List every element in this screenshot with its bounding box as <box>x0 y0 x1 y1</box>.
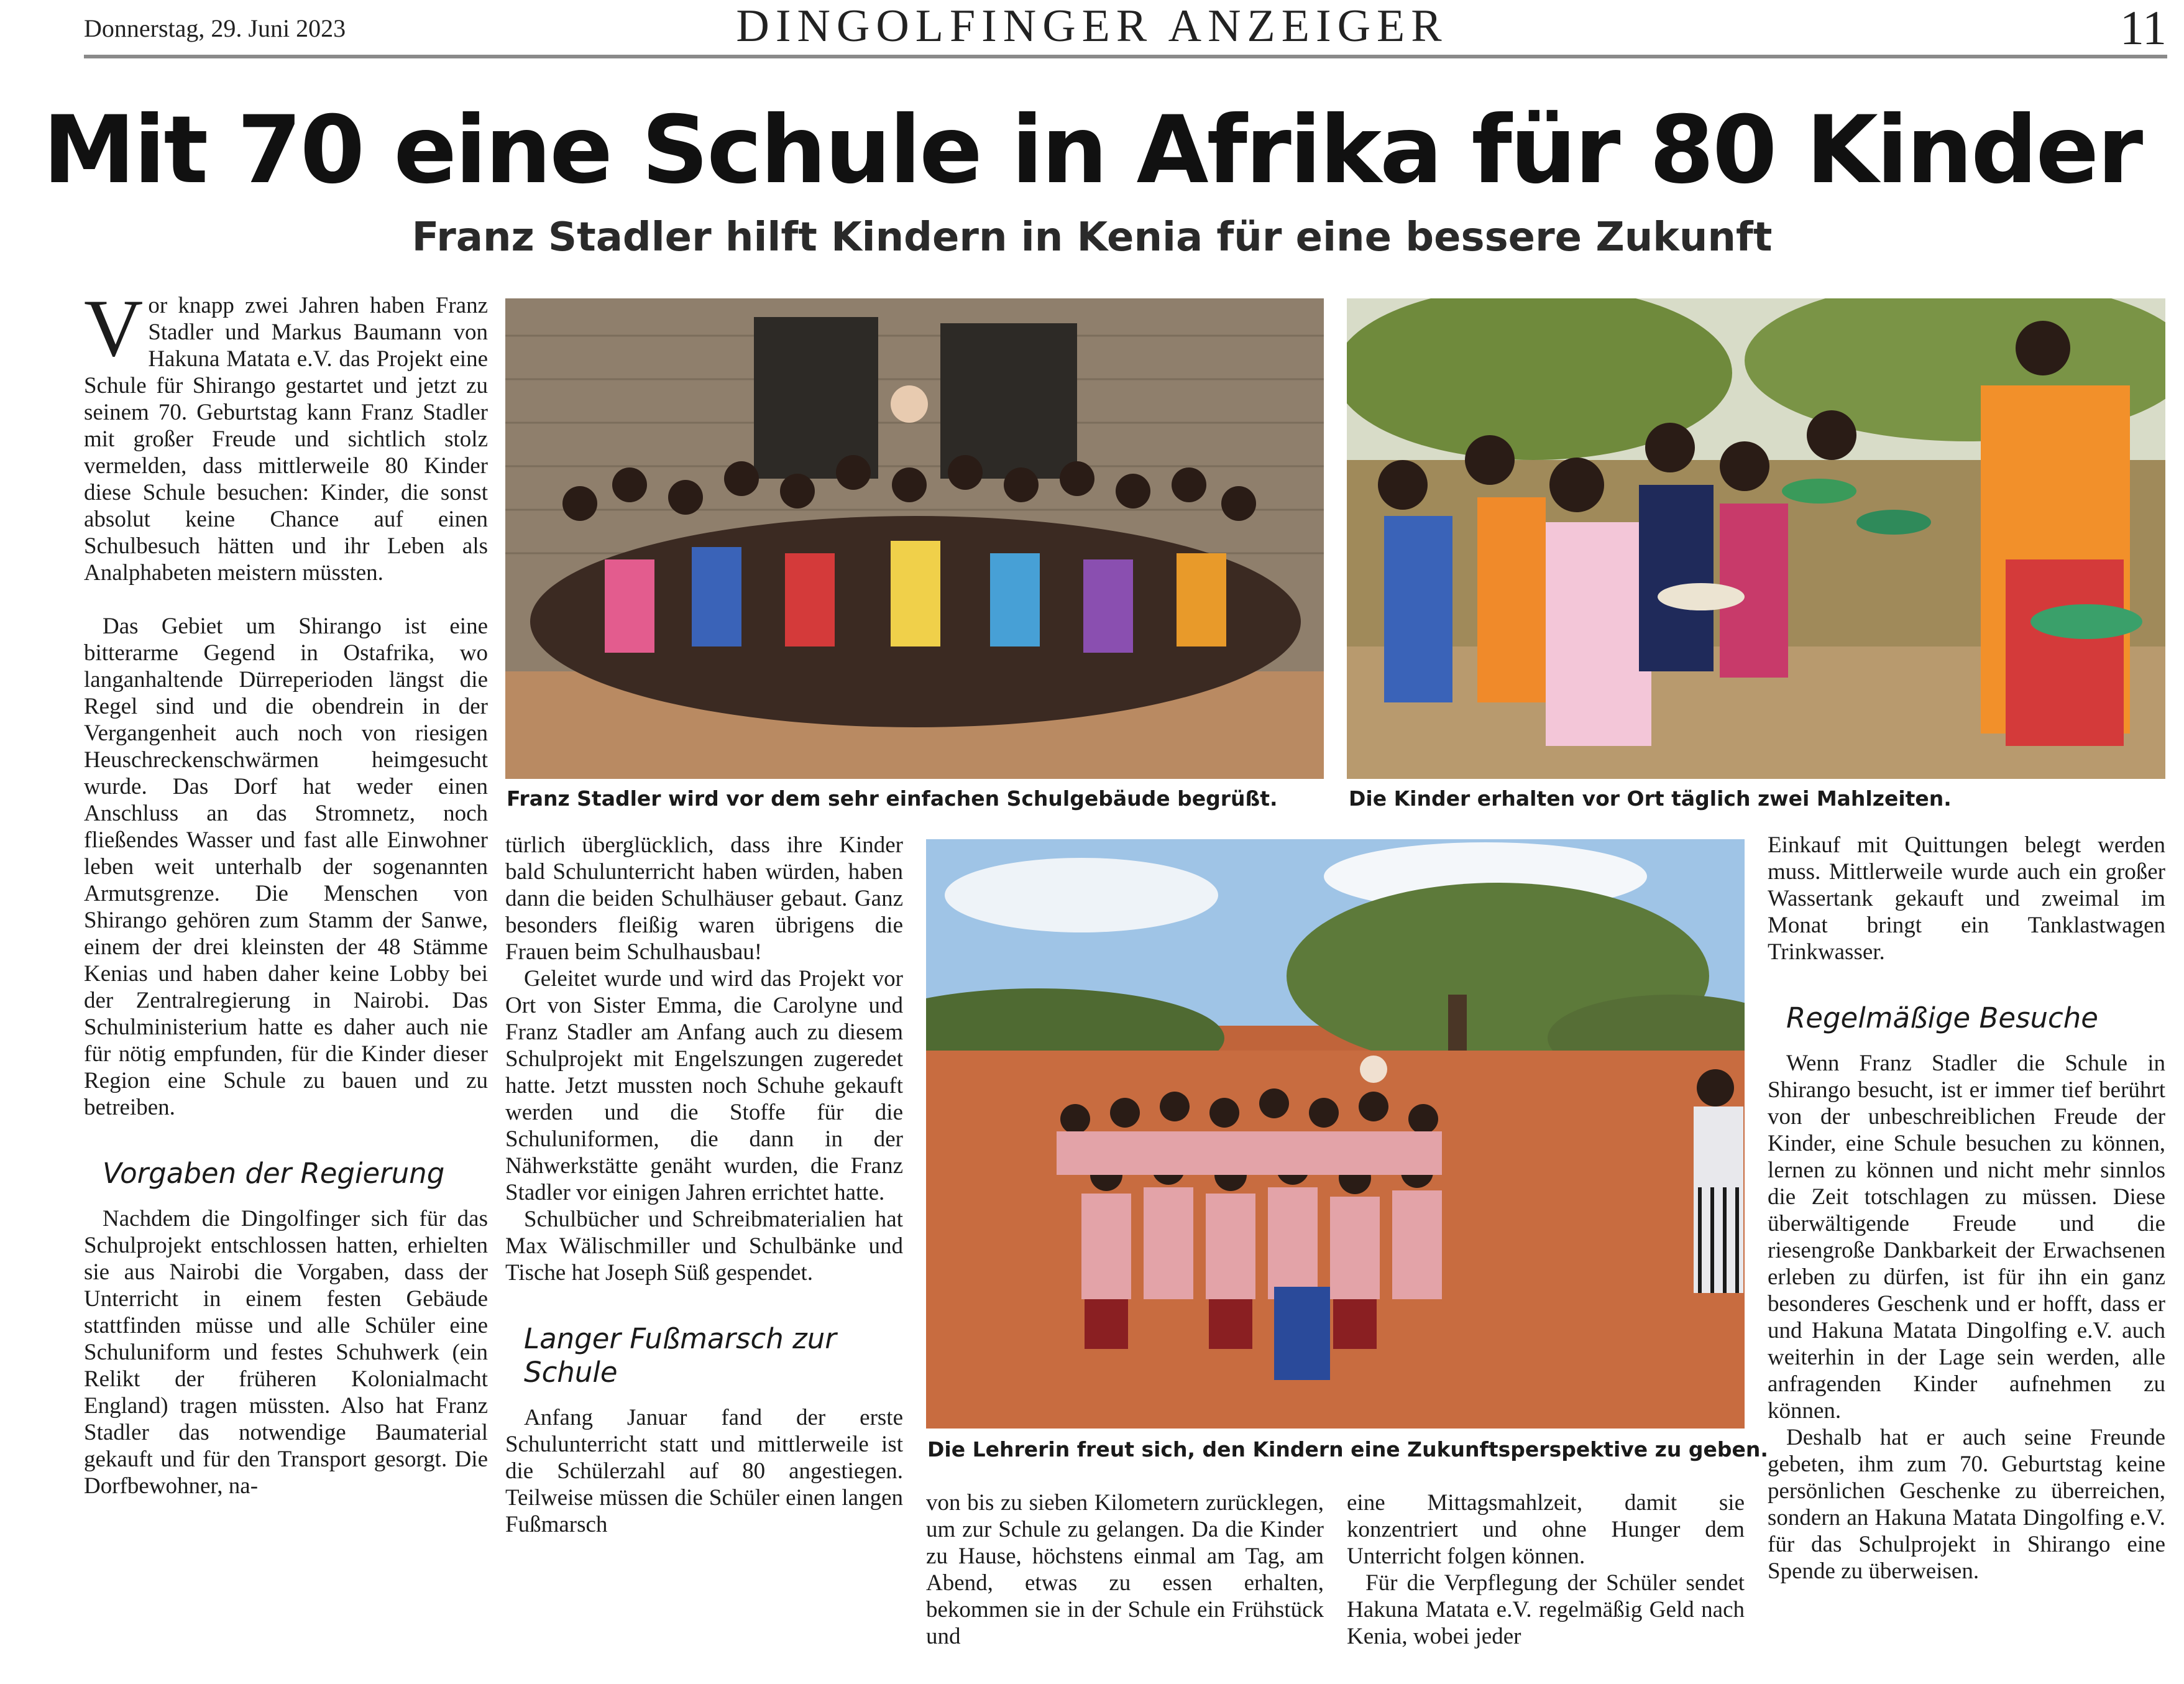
photo-meals-image <box>1347 298 2165 779</box>
section-heading: Vorgaben der Regierung <box>103 1157 445 1190</box>
paragraph: von bis zu sieben Kilometern zurücklegen, um zur Schule zu gelangen. Da die Kinder zu Hause, höchstens einmal am Tag, am Abend, etwas zu essen erhalten, bekommen sie in der Schule ein Frühstück und <box>926 1490 1324 1649</box>
photo-caption-1: Franz Stadler wird vor dem sehr einfachen Schulgebäude begrüßt. <box>507 786 1278 811</box>
photo-school-building-image <box>505 298 1324 779</box>
section-heading: Regelmäßige Besuche <box>1786 1001 2098 1034</box>
paragraph: Deshalb hat er auch seine Freunde gebeten, ihm zum 70. Geburtstag keine persönlichen Geschenke zu überreichen, sondern an Hakuna Matata Dingolfing e.V. für das Schulprojekt in Shirango eine Spende zu überweisen. <box>1768 1425 2165 1584</box>
newspaper-name: DINGOLFINGER ANZEIGER <box>736 1 1448 52</box>
article-subheadline: Franz Stadler hilft Kindern in Kenia für eine bessere Zukunft <box>411 214 1773 260</box>
paragraph: Nachdem die Dingolfinger sich für das Schulprojekt entschlossen hatten, erhielten sie aus Nairobi die Vorgaben, dass der Unterricht in einem festen Gebäude stattfinden müsse und alle Schüler eine Schuluniform und festes Schuhwerk (ein Relikt der früheren Kolonialmacht England) tragen müssten. Also hat Franz Stadler das notwendige Baumaterial gekauft und für den Transport gesorgt. Die Dorfbewohner, na- <box>84 1206 488 1499</box>
paragraph: eine Mittagsmahlzeit, damit sie konzentriert und ohne Hunger dem Unterricht folgen können. <box>1347 1490 1745 1569</box>
text-column-4 <box>1347 1489 1745 1650</box>
paragraph: or knapp zwei Jahren haben Franz Stadler und Markus Baumann von Hakuna Matata e.V. das Projekt eine Schule für Shirango gestartet und jetzt zu seinem 70. Geburtstag kann Franz Stadler mit großer Freude und sichtlich stolz vermelden, dass mittlerweile 80 Kinder diese Schule besuchen: Kinder, die sonst absolut keine Chance auf einen Schulbesuch hätten und ihr Leben als Analphabeten meistern müssten. <box>84 293 488 586</box>
text-column-2 <box>505 832 903 1538</box>
text-column-1 <box>84 282 488 1499</box>
paragraph: Das Gebiet um Shirango ist eine bitterarme Gegend in Ostafrika, wo langanhaltende Dürreperioden längst die Regel sind und die obendrein in der Vergangenheit auch noch von riesigen Heuschreckenschwärmen heimgesucht wurde. Das Dorf hat weder einen Anschluss an das Stromnetz, noch fließendes Wasser und fast alle Einwohner leben weit unterhalb der sogenannten Armutsgrenze. Die Menschen von Shirango gehören zum Stamm der Sanwe, einem der drei kleinsten der 48 Stämme Kenias und haben daher keine Lobby bei der Zentralregierung in Nairobi. Das Schulministerium hatte es daher auch nie für nötig empfunden, für die Kinder dieser Region eine Schule zu bauen und zu betreiben. <box>84 614 488 1120</box>
paragraph: Für die Verpflegung der Schüler sendet Hakuna Matata e.V. regelmäßig Geld nach Kenia, wobei jeder <box>1347 1570 1745 1649</box>
text-column-3 <box>926 1489 1324 1650</box>
photo-school-building <box>505 298 1324 779</box>
section-heading: Langer Fußmarsch zur Schule <box>524 1322 837 1389</box>
paragraph: Einkauf mit Quittungen belegt werden muss. Mittlerweile wurde auch ein großer Wassertank gekauft und zweimal im Monat bringt ein Tanklastwagen Trinkwasser. <box>1768 832 2165 965</box>
page-number: 11 <box>2119 1 2167 55</box>
photo-teacher-children <box>926 839 1745 1429</box>
paragraph: türlich überglücklich, dass ihre Kinder bald Schulunterricht haben würden, haben dann die beiden Schulhäuser gebaut. Ganz besonders fleißig waren übrigens die Frauen beim Schulhausbau! <box>505 832 903 965</box>
article-headline: Mit 70 eine Schule in Afrika für 80 Kinder <box>42 96 2142 205</box>
photo-meals <box>1347 298 2165 779</box>
photo-caption-2: Die Kinder erhalten vor Ort täglich zwei Mahlzeiten. <box>1349 786 1952 811</box>
drop-cap: V <box>84 282 144 374</box>
paragraph: Geleitet wurde und wird das Projekt vor Ort von Sister Emma, die Carolyne und Franz Stadler am Anfang auch zu diesem Schulprojekt mit Engelszungen zugeredet hatte. Jetzt mussten noch Schuhe gekauft werden und die Stoffe für die Schuluniformen, die dann in der Nähwerkstätte genäht wurden, die Franz Stadler vor einigen Jahren errichtet hatte. <box>505 966 903 1205</box>
paragraph: Schulbücher und Schreibmaterialien hat Max Wälischmiller und Schulbänke und Tische hat Joseph Süß gespendet. <box>505 1207 903 1286</box>
paragraph: Wenn Franz Stadler die Schule in Shirango besucht, ist er immer tief berührt von der unbeschreiblichen Freude der Kinder, eine Schule besuchen zu können, lernen zu können und nicht mehr sinnlos die Zeit totschlagen zu müssen. Diese überwältigende Freude und die riesengroße Dankbarkeit der Erwachsenen erleben zu dürfen, ist für ihn ein ganz besonderes Geschenk und er hofft, dass er und Hakuna Matata Dingolfing e.V. auch weiterhin in der Lage sein werden, alle anfragenden Kinder aufnehmen zu können. <box>1768 1051 2165 1424</box>
issue-date: Donnerstag, 29. Juni 2023 <box>84 14 346 42</box>
masthead-divider <box>84 55 2167 58</box>
photo-caption-3: Die Lehrerin freut sich, den Kindern eine Zukunftsperspektive zu geben. <box>927 1437 1768 1461</box>
photo-teacher-children-image <box>926 839 1745 1429</box>
text-column-5 <box>1768 832 2165 1585</box>
paragraph: Anfang Januar fand der erste Schulunterricht statt und mittlerweile ist die Schülerzahl auf 80 angestiegen. Teilweise müssen die Schüler einen langen Fußmarsch <box>505 1405 903 1537</box>
